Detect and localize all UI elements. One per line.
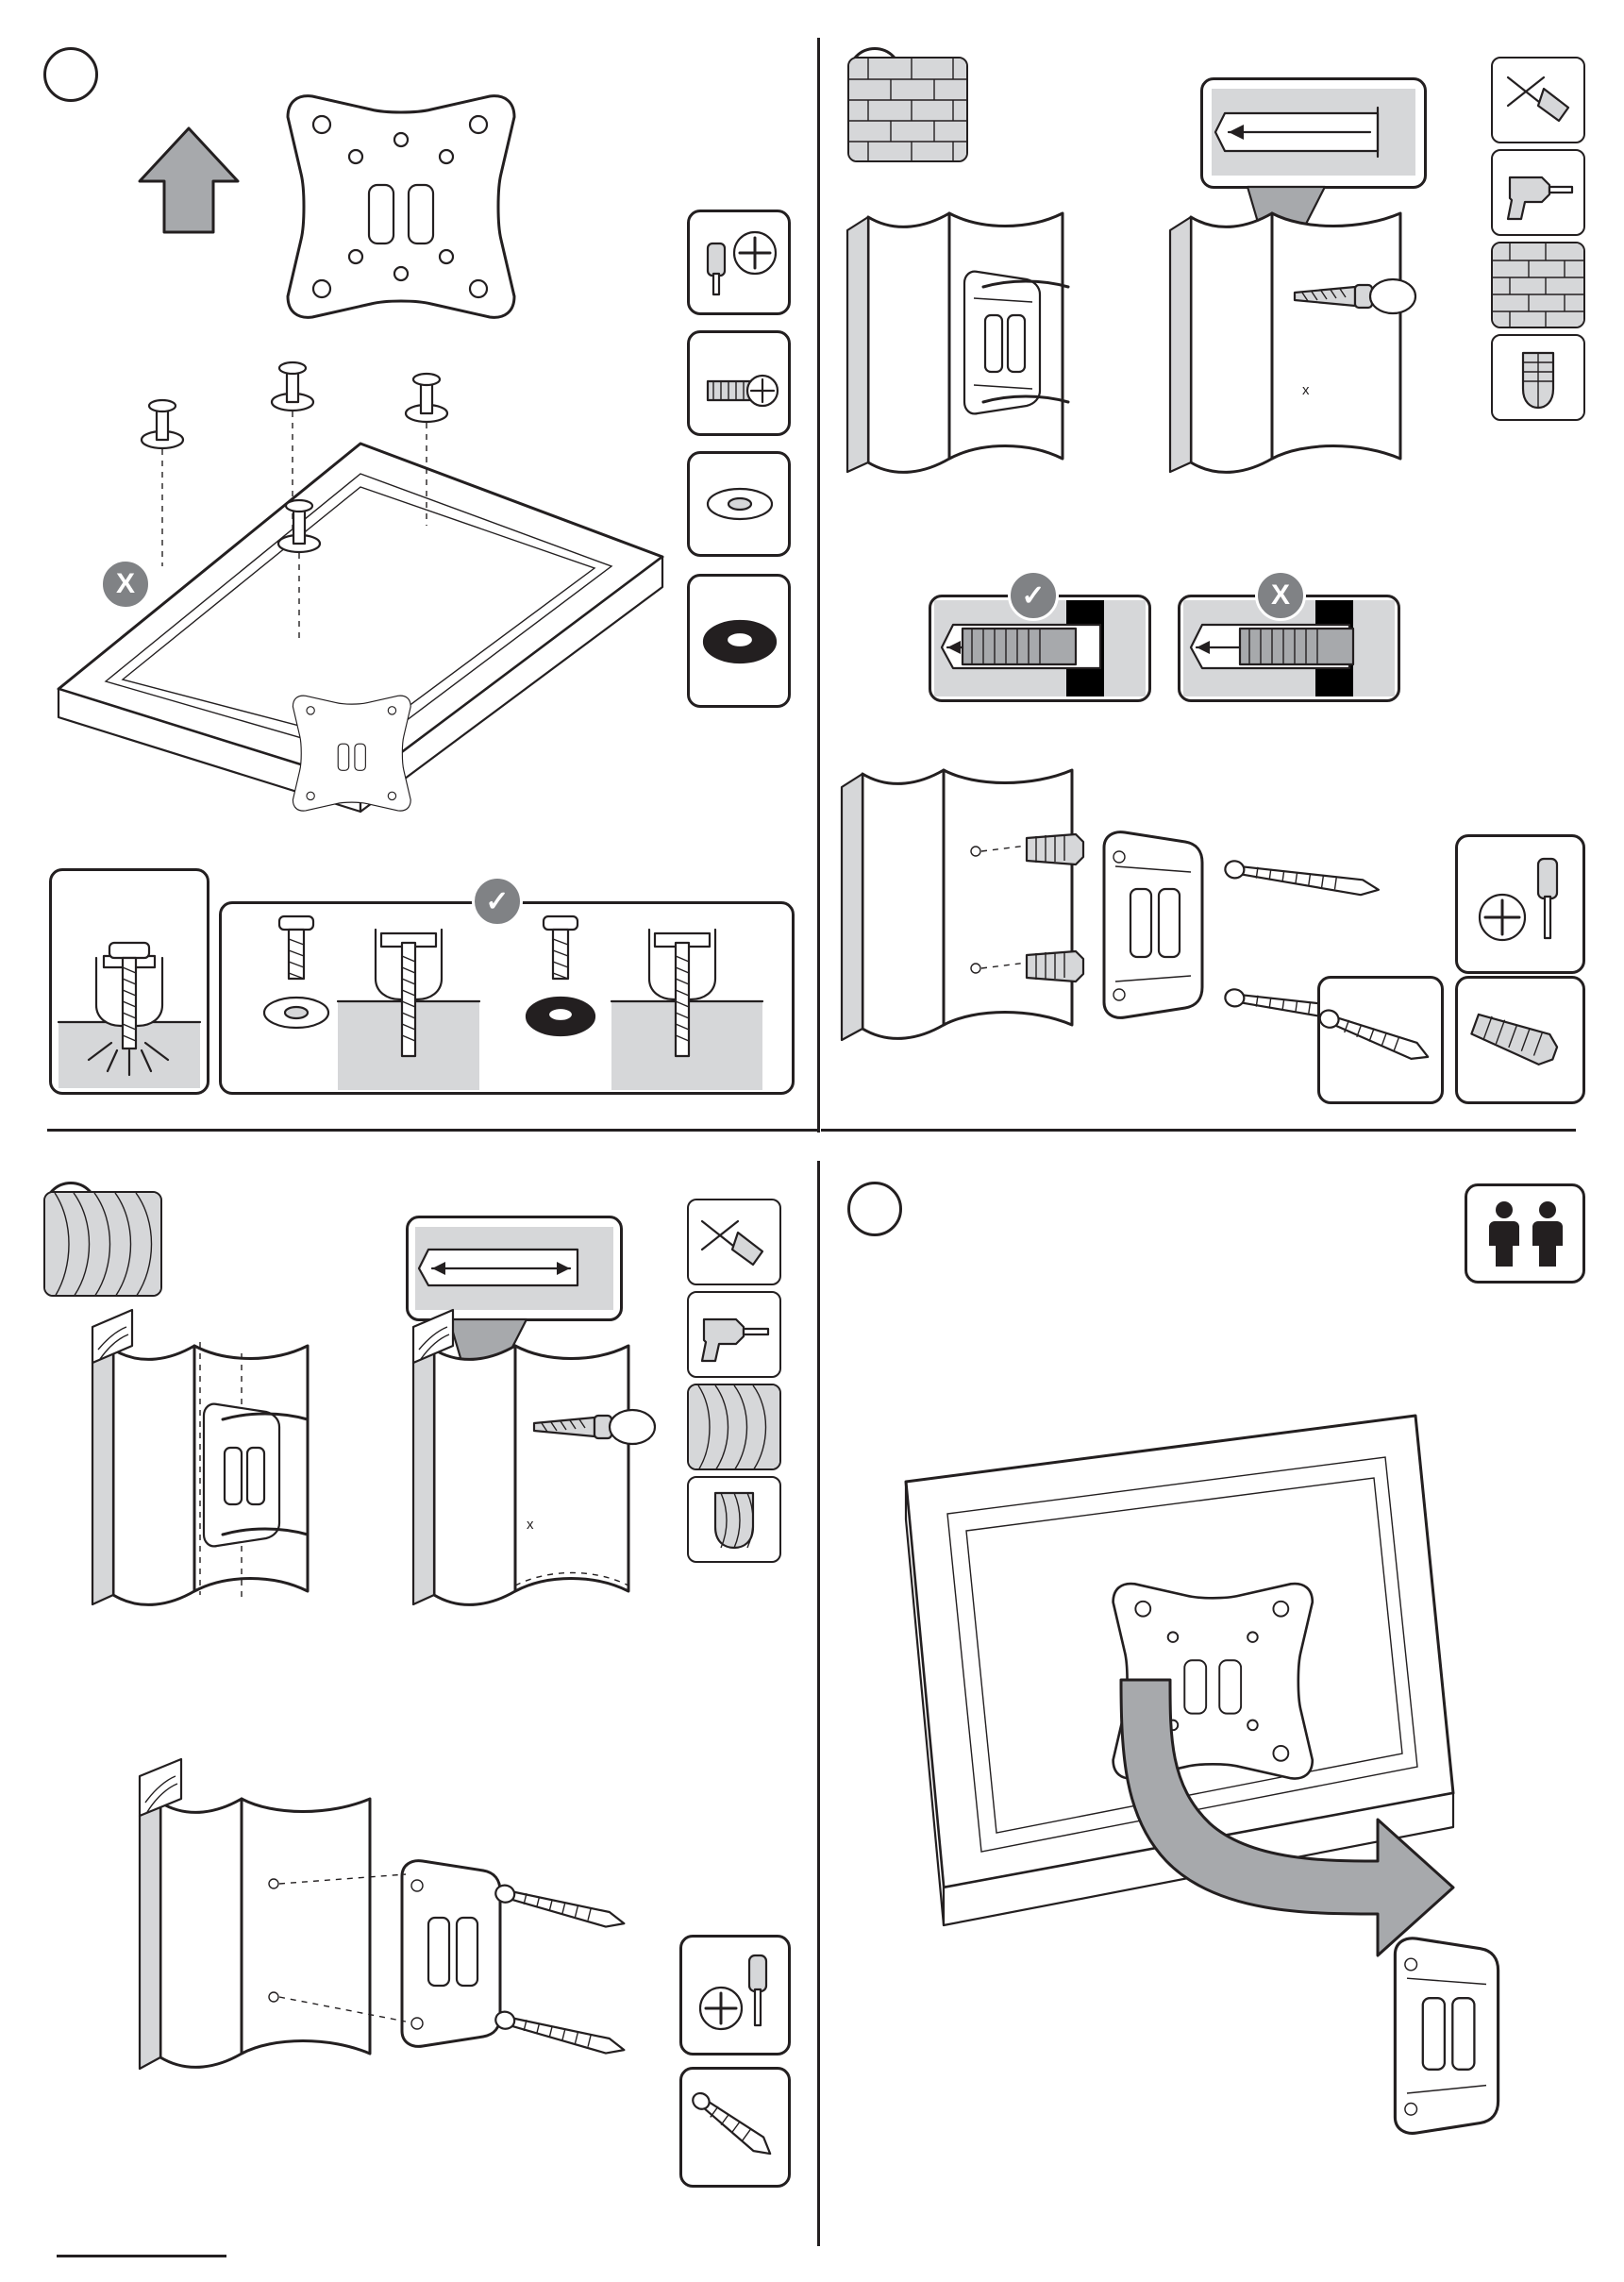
badge-anchor-incorrect: X [1255, 570, 1306, 621]
divider-horizontal [47, 1129, 817, 1132]
drill-mark-label-wood: x [527, 1517, 534, 1533]
wall-anchor-icon-2 [1465, 998, 1580, 1083]
brick-surface-icon [847, 57, 968, 162]
correct-screw-diagram [230, 911, 787, 1090]
wood-surface-icon [43, 1191, 162, 1297]
two-person-icon [1483, 1199, 1570, 1270]
power-drill-icon [1500, 162, 1576, 227]
marker-pencil-icon [1502, 68, 1574, 132]
spacer-ring-icon [702, 615, 778, 670]
phillips-screwdriver-icon-2 [1468, 851, 1574, 957]
drill-into-wall-diagram [1163, 189, 1483, 500]
drill-mark-label: x [1302, 382, 1310, 398]
badge-anchor-correct: ✓ [1008, 570, 1059, 621]
orientation-arrow-icon [132, 123, 245, 236]
marker-pencil-icon-2 [696, 1212, 770, 1274]
step-1-number [43, 47, 98, 102]
wood-screw-in-stud-icon [702, 1489, 766, 1552]
legend-wood-box [687, 1384, 781, 1470]
divider-vertical-lower [817, 1161, 820, 2246]
mark-holes-on-wall-diagram [840, 189, 1142, 500]
phillips-screwdriver-icon-3 [691, 1950, 781, 2042]
vesa-bracket-diagram [269, 83, 533, 338]
wood-screw-icon [1325, 998, 1438, 1083]
step-4-number [847, 1182, 902, 1236]
wrong-screw-diagram [55, 901, 204, 1090]
drill-depth-diagram-wood [415, 1227, 613, 1310]
drill-depth-diagram [1212, 89, 1415, 176]
drill-into-wood-diagram [387, 1321, 708, 1633]
phillips-screwdriver-icon [698, 225, 781, 300]
footer-rule [57, 2255, 226, 2257]
mark-stud-diagram [66, 1321, 387, 1633]
divider-vertical [817, 38, 820, 1133]
divider-horizontal-right [821, 1129, 1576, 1132]
power-drill-icon-2 [695, 1304, 772, 1367]
tv-back-with-bracket-diagram [49, 406, 672, 812]
wood-screw-icon-3 [691, 2088, 783, 2173]
legend-brick-box [1491, 242, 1585, 328]
flat-washer-icon [706, 483, 774, 525]
hang-tv-diagram [887, 1397, 1585, 2152]
wood-mount-exploded-diagram [123, 1774, 651, 2105]
badge-incorrect: X [100, 559, 151, 610]
machine-screw-icon [700, 370, 781, 411]
badge-correct: ✓ [472, 876, 523, 927]
wall-anchor-icon [1508, 347, 1568, 411]
